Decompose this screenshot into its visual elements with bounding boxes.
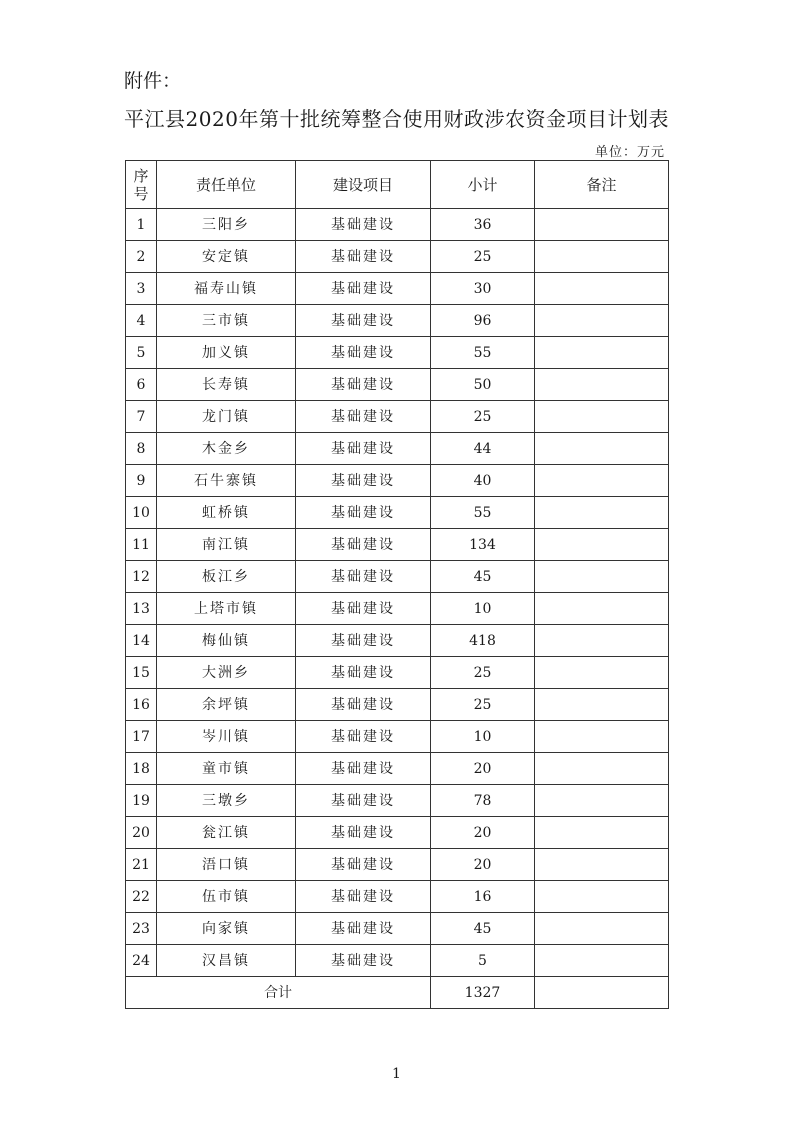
construction-project-cell: 基础建设 — [296, 561, 431, 593]
responsible-unit-cell: 上塔市镇 — [157, 593, 296, 625]
row-number-cell: 22 — [126, 881, 157, 913]
column-header-note: 备注 — [535, 161, 669, 209]
remark-cell — [535, 945, 669, 977]
table-row — [126, 721, 669, 753]
table-row — [126, 209, 669, 241]
remark-cell — [535, 529, 669, 561]
row-number-cell: 14 — [126, 625, 157, 657]
row-number-cell: 7 — [126, 401, 157, 433]
remark-cell — [535, 241, 669, 273]
row-number-cell: 15 — [126, 657, 157, 689]
row-number-cell: 8 — [126, 433, 157, 465]
construction-project-cell: 基础建设 — [296, 785, 431, 817]
subtotal-cell: 418 — [431, 625, 535, 657]
row-number-cell: 9 — [126, 465, 157, 497]
responsible-unit-cell: 南江镇 — [157, 529, 296, 561]
row-number-cell: 3 — [126, 273, 157, 305]
remark-cell — [535, 657, 669, 689]
remark-cell — [535, 561, 669, 593]
construction-project-cell: 基础建设 — [296, 945, 431, 977]
subtotal-cell: 40 — [431, 465, 535, 497]
remark-cell — [535, 689, 669, 721]
page-number: 1 — [392, 1066, 401, 1082]
responsible-unit-cell: 岑川镇 — [157, 721, 296, 753]
table-row — [126, 625, 669, 657]
table-row — [126, 881, 669, 913]
construction-project-cell: 基础建设 — [296, 305, 431, 337]
subtotal-cell: 78 — [431, 785, 535, 817]
table-row — [126, 465, 669, 497]
column-header-subtotal: 小计 — [431, 161, 535, 209]
subtotal-cell: 55 — [431, 337, 535, 369]
remark-cell — [535, 753, 669, 785]
row-number-cell: 1 — [126, 209, 157, 241]
construction-project-cell: 基础建设 — [296, 753, 431, 785]
row-number-cell: 18 — [126, 753, 157, 785]
subtotal-cell: 55 — [431, 497, 535, 529]
total-value: 1327 — [431, 977, 535, 1009]
subtotal-cell: 30 — [431, 273, 535, 305]
responsible-unit-cell: 安定镇 — [157, 241, 296, 273]
responsible-unit-cell: 余坪镇 — [157, 689, 296, 721]
construction-project-cell: 基础建设 — [296, 849, 431, 881]
row-number-cell: 16 — [126, 689, 157, 721]
table-row — [126, 337, 669, 369]
attachment-label: 附件： — [124, 70, 182, 92]
subtotal-cell: 134 — [431, 529, 535, 561]
row-number-cell: 24 — [126, 945, 157, 977]
total-note — [535, 977, 669, 1009]
remark-cell — [535, 337, 669, 369]
row-number-cell: 13 — [126, 593, 157, 625]
row-number-cell: 11 — [126, 529, 157, 561]
table-row — [126, 561, 669, 593]
row-number-cell: 5 — [126, 337, 157, 369]
table-row — [126, 657, 669, 689]
subtotal-cell: 45 — [431, 913, 535, 945]
table-row — [126, 593, 669, 625]
responsible-unit-cell: 长寿镇 — [157, 369, 296, 401]
remark-cell — [535, 305, 669, 337]
construction-project-cell: 基础建设 — [296, 241, 431, 273]
subtotal-cell: 25 — [431, 689, 535, 721]
subtotal-cell: 10 — [431, 593, 535, 625]
construction-project-cell: 基础建设 — [296, 497, 431, 529]
table-row — [126, 849, 669, 881]
subtotal-cell: 5 — [431, 945, 535, 977]
table-row — [126, 913, 669, 945]
remark-cell — [535, 497, 669, 529]
subtotal-cell: 20 — [431, 817, 535, 849]
table-row — [126, 305, 669, 337]
remark-cell — [535, 273, 669, 305]
subtotal-cell: 45 — [431, 561, 535, 593]
subtotal-cell: 25 — [431, 657, 535, 689]
construction-project-cell: 基础建设 — [296, 817, 431, 849]
responsible-unit-cell: 梅仙镇 — [157, 625, 296, 657]
total-label: 合计 — [126, 977, 431, 1009]
remark-cell — [535, 817, 669, 849]
table-row — [126, 689, 669, 721]
responsible-unit-cell: 龙门镇 — [157, 401, 296, 433]
table-header-row — [126, 161, 669, 209]
remark-cell — [535, 721, 669, 753]
table-body — [126, 209, 669, 977]
remark-cell — [535, 209, 669, 241]
responsible-unit-cell: 板江乡 — [157, 561, 296, 593]
responsible-unit-cell: 向家镇 — [157, 913, 296, 945]
project-plan-table — [125, 160, 669, 1009]
responsible-unit-cell: 三市镇 — [157, 305, 296, 337]
construction-project-cell: 基础建设 — [296, 401, 431, 433]
column-header-unit: 责任单位 — [157, 161, 296, 209]
responsible-unit-cell: 虹桥镇 — [157, 497, 296, 529]
responsible-unit-cell: 三墩乡 — [157, 785, 296, 817]
column-header-no: 序号 — [126, 161, 157, 209]
remark-cell — [535, 625, 669, 657]
subtotal-cell: 10 — [431, 721, 535, 753]
construction-project-cell: 基础建设 — [296, 689, 431, 721]
subtotal-cell: 25 — [431, 401, 535, 433]
column-header-project: 建设项目 — [296, 161, 431, 209]
row-number-cell: 17 — [126, 721, 157, 753]
row-number-cell: 6 — [126, 369, 157, 401]
table-row — [126, 433, 669, 465]
document-title: 平江县2020年第十批统筹整合使用财政涉农资金项目计划表 — [124, 107, 669, 131]
responsible-unit-cell: 加义镇 — [157, 337, 296, 369]
responsible-unit-cell: 三阳乡 — [157, 209, 296, 241]
responsible-unit-cell: 瓮江镇 — [157, 817, 296, 849]
construction-project-cell: 基础建设 — [296, 881, 431, 913]
construction-project-cell: 基础建设 — [296, 657, 431, 689]
subtotal-cell: 96 — [431, 305, 535, 337]
subtotal-cell: 20 — [431, 849, 535, 881]
row-number-cell: 12 — [126, 561, 157, 593]
unit-note: 单位：万元 — [594, 145, 665, 160]
row-number-cell: 10 — [126, 497, 157, 529]
remark-cell — [535, 401, 669, 433]
subtotal-cell: 16 — [431, 881, 535, 913]
remark-cell — [535, 465, 669, 497]
construction-project-cell: 基础建设 — [296, 337, 431, 369]
row-number-cell: 23 — [126, 913, 157, 945]
construction-project-cell: 基础建设 — [296, 913, 431, 945]
row-number-cell: 21 — [126, 849, 157, 881]
construction-project-cell: 基础建设 — [296, 273, 431, 305]
subtotal-cell: 36 — [431, 209, 535, 241]
responsible-unit-cell: 福寿山镇 — [157, 273, 296, 305]
remark-cell — [535, 433, 669, 465]
table-row — [126, 497, 669, 529]
row-number-cell: 20 — [126, 817, 157, 849]
construction-project-cell: 基础建设 — [296, 465, 431, 497]
table-row — [126, 785, 669, 817]
remark-cell — [535, 369, 669, 401]
remark-cell — [535, 593, 669, 625]
remark-cell — [535, 785, 669, 817]
table-row — [126, 529, 669, 561]
remark-cell — [535, 913, 669, 945]
responsible-unit-cell: 大洲乡 — [157, 657, 296, 689]
row-number-cell: 19 — [126, 785, 157, 817]
responsible-unit-cell: 汉昌镇 — [157, 945, 296, 977]
remark-cell — [535, 849, 669, 881]
subtotal-cell: 20 — [431, 753, 535, 785]
construction-project-cell: 基础建设 — [296, 209, 431, 241]
subtotal-cell: 50 — [431, 369, 535, 401]
table-row — [126, 753, 669, 785]
construction-project-cell: 基础建设 — [296, 369, 431, 401]
row-number-cell: 2 — [126, 241, 157, 273]
total-row — [126, 977, 669, 1009]
construction-project-cell: 基础建设 — [296, 721, 431, 753]
responsible-unit-cell: 木金乡 — [157, 433, 296, 465]
responsible-unit-cell: 伍市镇 — [157, 881, 296, 913]
construction-project-cell: 基础建设 — [296, 529, 431, 561]
remark-cell — [535, 881, 669, 913]
subtotal-cell: 44 — [431, 433, 535, 465]
table-row — [126, 241, 669, 273]
row-number-cell: 4 — [126, 305, 157, 337]
table-row — [126, 945, 669, 977]
construction-project-cell: 基础建设 — [296, 593, 431, 625]
responsible-unit-cell: 浯口镇 — [157, 849, 296, 881]
table-row — [126, 273, 669, 305]
table-row — [126, 369, 669, 401]
subtotal-cell: 25 — [431, 241, 535, 273]
responsible-unit-cell: 童市镇 — [157, 753, 296, 785]
construction-project-cell: 基础建设 — [296, 625, 431, 657]
responsible-unit-cell: 石牛寨镇 — [157, 465, 296, 497]
table-row — [126, 817, 669, 849]
table-row — [126, 401, 669, 433]
construction-project-cell: 基础建设 — [296, 433, 431, 465]
